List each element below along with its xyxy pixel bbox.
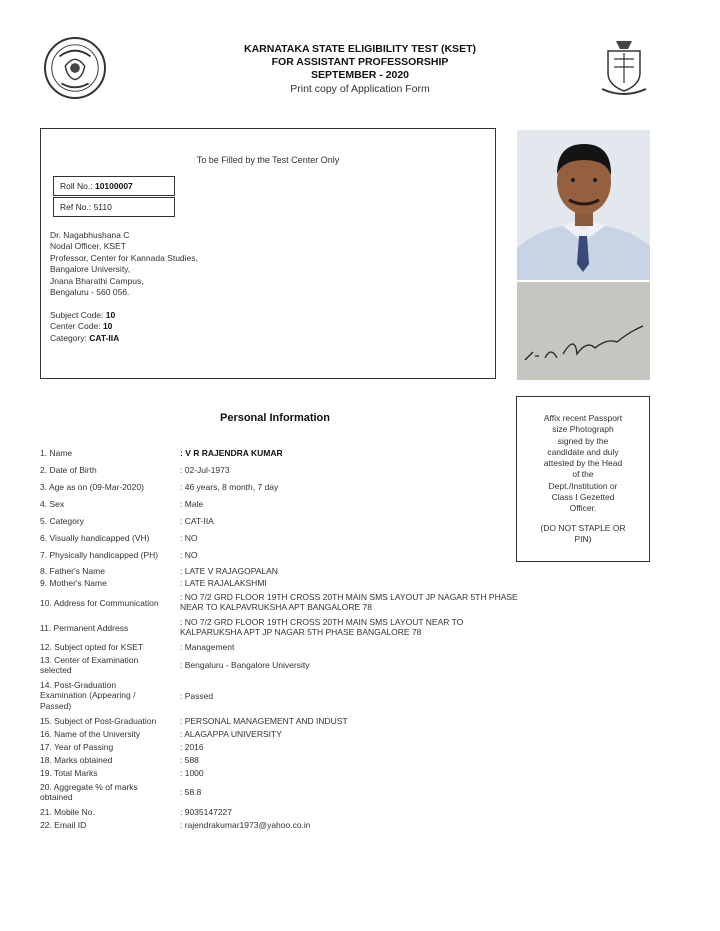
affix-line: Officer.: [569, 503, 597, 514]
karnataka-emblem-logo: [44, 37, 106, 99]
category-code: Category: CAT-IIA: [50, 332, 120, 343]
document-header: [180, 43, 540, 96]
row-value: : NO: [180, 550, 198, 560]
row-label: 9. Mother's Name: [40, 578, 107, 588]
header-subtitle: FOR ASSISTANT PROFESSORSHIP: [271, 56, 449, 68]
row-label: 2. Date of Birth: [40, 465, 97, 475]
test-center-box: [40, 128, 496, 379]
ref-number-box: [53, 197, 175, 217]
affix-line: Affix recent Passport: [543, 413, 623, 423]
row-value: : Male: [180, 499, 204, 509]
header-title: KARNATAKA STATE ELIGIBILITY TEST (KSET): [244, 43, 476, 55]
header-form-type: Print copy of Application Form: [290, 83, 430, 95]
row-value: : 02-Jul-1973: [180, 465, 230, 475]
affix-line: Dept./Institution or: [548, 480, 618, 491]
address-line: Bangalore University,: [50, 264, 131, 275]
candidate-photo: [517, 130, 650, 280]
personal-info-title: Personal Information: [219, 412, 331, 424]
row-value: : V R RAJENDRA KUMAR: [180, 448, 283, 458]
row-label: 11. Permanent Address: [40, 623, 129, 633]
ref-value: 5110: [93, 202, 112, 212]
row-label: 13. Center of Examination selected: [40, 655, 139, 676]
address-line: Jnana Bharathi Campus,: [50, 275, 144, 286]
row-value: : PERSONAL MANAGEMENT AND INDUST: [180, 716, 348, 726]
address-line: Professor, Center for Kannada Studies,: [50, 252, 198, 263]
row-label: 7. Physically handicapped (PH): [40, 550, 159, 560]
address-line: Nodal Officer, KSET: [50, 241, 126, 252]
address-line: Bengaluru - 560 056.: [50, 287, 130, 298]
row-value: : 9035147227: [180, 807, 232, 817]
row-label: 14. Post-Graduation Examination (Appearing / Passed): [40, 680, 136, 711]
affix-line: candidate and duly: [547, 446, 619, 457]
row-label: 19. Total Marks: [40, 768, 98, 778]
affix-line: of the: [572, 469, 594, 480]
row-value: : NO 7/2 GRD FLOOR 19TH CROSS 20TH MAIN SMS LAYOUT NEAR TO KALPARUKSHA APT JP NAGAR 5TH PHASE BANGALORE 78: [180, 617, 464, 638]
row-value: : LATE RAJALAKSHMI: [180, 578, 267, 588]
subject-code: Subject Code: 10: [50, 310, 116, 320]
row-label: 12. Subject opted for KSET: [40, 642, 144, 652]
no-staple-note: (DO NOT STAPLE OR PIN): [540, 522, 626, 544]
row-label: 17. Year of Passing: [40, 742, 114, 752]
row-label: 16. Name of the University: [40, 729, 141, 739]
row-value: : LATE V RAJAGOPALAN: [180, 566, 278, 576]
row-value: : NO 7/2 GRD FLOOR 19TH CROSS 20TH MAIN SMS LAYOUT JP NAGAR 5TH PHASE NEAR TO KALPAVRUKSHA APT BANGALORE 78: [180, 592, 518, 613]
row-label: 18. Marks obtained: [40, 755, 113, 765]
roll-label: Roll No.:: [60, 181, 93, 191]
row-label: 10. Address for Communication: [40, 598, 159, 608]
roll-number-box: [53, 176, 175, 196]
affix-line: attested by the Head: [543, 458, 623, 469]
row-value: : Management: [180, 642, 235, 652]
affix-photo-instructions: [516, 396, 650, 562]
affix-line: size Photograph: [552, 424, 614, 435]
row-label: 4. Sex: [40, 499, 65, 509]
roll-value: 10100007: [94, 181, 133, 191]
row-label: 6. Visually handicapped (VH): [40, 533, 150, 543]
university-crest-logo: [598, 37, 650, 99]
ref-label: Ref No.:: [60, 202, 92, 212]
row-label: 22. Email ID: [40, 820, 87, 830]
row-label: 3. Age as on (09-Mar-2020): [40, 482, 144, 492]
row-value: : Passed: [180, 691, 214, 701]
candidate-signature: [517, 282, 650, 380]
affix-line: Class I Gezetted: [551, 492, 615, 503]
nodal-officer-address: [50, 230, 198, 298]
row-value: : NO: [180, 533, 198, 543]
row-value: : 46 years, 8 month, 7 day: [180, 482, 279, 492]
header-session: SEPTEMBER - 2020: [310, 69, 410, 81]
row-value: : ALAGAPPA UNIVERSITY: [180, 729, 282, 739]
row-label: 20. Aggregate % of marks obtained: [40, 782, 138, 803]
row-label: 8. Father's Name: [40, 566, 105, 576]
row-value: : 2016: [180, 742, 204, 752]
row-label: 21. Mobile No.: [40, 807, 95, 817]
row-value: : CAT-IIA: [180, 516, 214, 526]
row-value: : 588: [180, 755, 199, 765]
row-value: : Bengaluru - Bangalore University: [180, 660, 310, 670]
row-value: : 58.8: [180, 787, 202, 797]
address-line: Dr. Nagabhushana C: [50, 230, 130, 240]
exam-codes: [50, 310, 119, 344]
row-label: 1. Name: [40, 448, 73, 458]
row-value: : rajendrakumar1973@yahoo.co.in: [180, 820, 311, 830]
row-label: 15. Subject of Post-Graduation: [40, 716, 157, 726]
row-label: 5. Category: [40, 516, 84, 526]
row-value: : 1000: [180, 768, 204, 778]
test-center-note: To be Filled by the Test Center Only: [196, 155, 340, 165]
affix-line: signed by the: [557, 435, 609, 446]
center-code: Center Code: 10: [50, 321, 113, 332]
